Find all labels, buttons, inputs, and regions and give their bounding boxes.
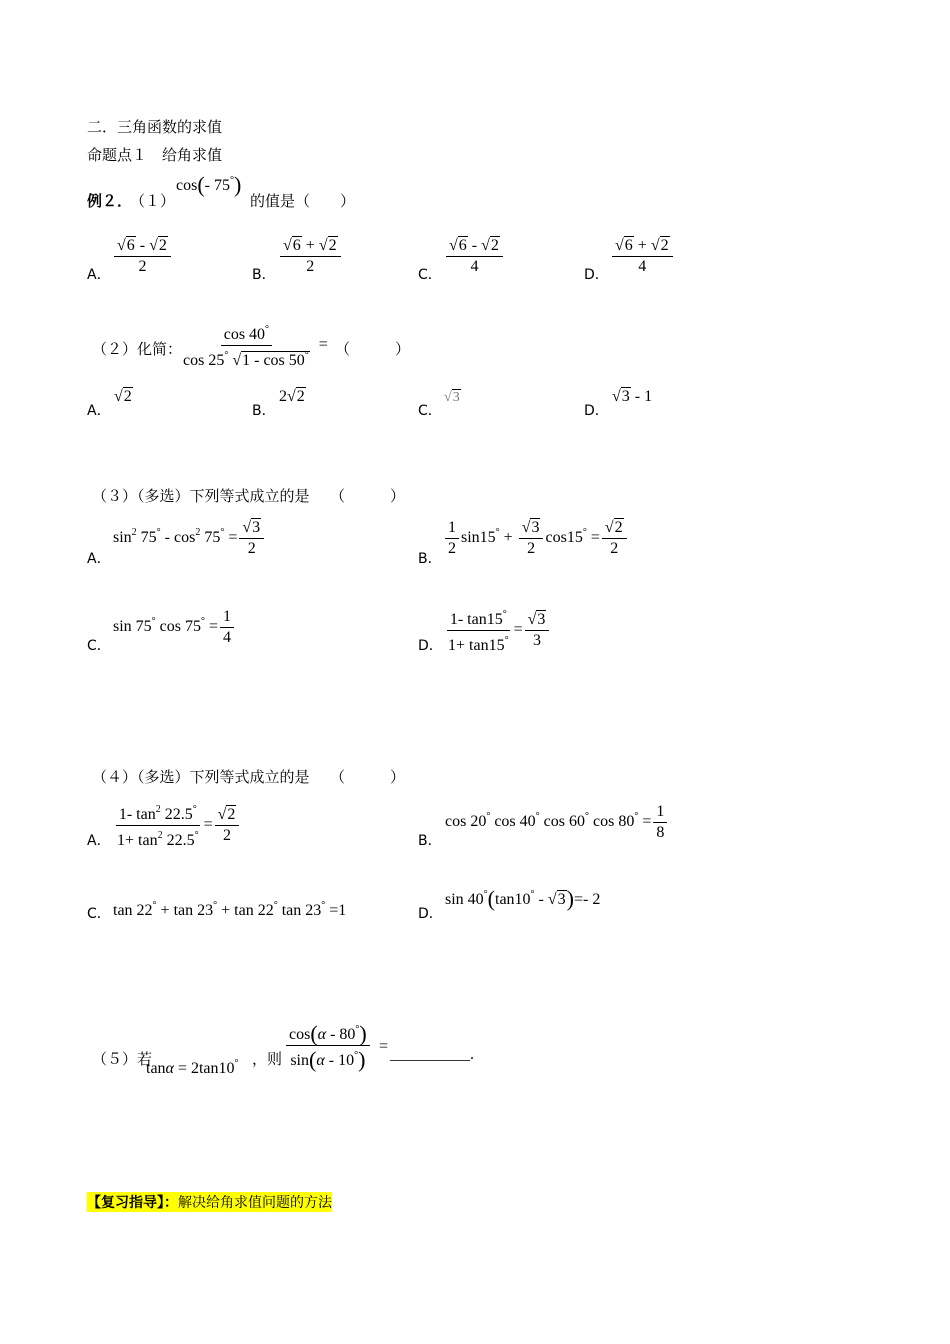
q2-expression: $\frac{\cos 40^\circ}{\cos 25^\circ √1 - \cos 50^\circ}$ = [178,320,328,371]
q2-option-b-label[interactable]: B． [252,403,276,419]
q3-option-a-label[interactable]: A． [87,551,111,567]
q1-option-d-label[interactable]: D． [584,267,609,283]
q4-option-a-label[interactable]: A． [87,833,111,849]
q2-option-c-label[interactable]: C． [418,403,442,419]
q4-option-c-value: tan 22° + tan 23° + tan 22° tan 23° =1 [113,900,347,919]
q4-option-d-value: sin 40°(tan10° - √3)=- 2 [445,886,601,911]
q5-expression: $\frac{\cos(\alpha - 80^\circ)}{\sin(\alpha - 10^\circ)}$ [284,1020,372,1071]
q2-option-a-label[interactable]: A． [87,403,111,419]
q1-number: （１） [130,192,176,210]
section-title: 二．三角函数的求值 [87,118,223,136]
q3-option-a-value: $\sin^2 75^\circ - \cos^2 75^\circ$ = $\frac{√3}{2}$ [113,518,266,559]
review-guidance [87,1192,332,1212]
q3-option-c-label[interactable]: C． [87,638,111,654]
q5-condition: tanα = 2tan10° [146,1058,239,1077]
q4-option-a-value: $\frac{1- \tan^2 22.5^\circ}{1+ \tan^2 22.5^\circ}$ = $\frac{√2}{2}$ [112,800,241,851]
q1-expression: cos(- 75°) [176,172,242,197]
q4-option-b-label[interactable]: B． [418,833,442,849]
q5-answer-blank[interactable]: __________. [390,1046,474,1063]
q1-option-c-label[interactable]: C． [418,267,442,283]
q1-tail: 的值是（ ） [250,192,356,210]
q3-option-b-value: $\frac{1}{2}$ sin15° + $\frac{√3}{2}$ cos15° = $\frac{√2}{2}$ [443,518,629,559]
review-guidance-label: 【复习指导】： [87,1195,178,1211]
q4-option-d-label[interactable]: D． [418,906,443,922]
topic-heading: 命题点１ 给角求值 [87,146,223,164]
q1-option-a-value: $\frac{√6 - √2}{2}$ [112,236,173,277]
q4-option-c-label[interactable]: C． [87,906,111,922]
q4-option-b-value: cos 20° cos 40° cos 60° cos 80° = $\frac{1}{8}$ [445,802,669,843]
q3-answer-blank: （ ） [330,487,406,505]
q2-option-c-value: √3 [444,390,460,405]
q3-option-d-label[interactable]: D． [418,638,443,654]
review-guidance-text: 解决给角求值问题的方法 [178,1195,332,1211]
q3-option-c-value: sin 75° cos 75° = $\frac{1}{4}$ [113,607,236,648]
q2-option-d-value: √3 - 1 [612,388,653,405]
q5-equals: = [379,1038,389,1055]
q1-option-d-value: $\frac{√6 + √2}{4}$ [610,236,675,277]
q5-number: （５）若 [92,1050,153,1068]
q2-answer-blank: （ ） [335,340,411,358]
q2-option-a-value: √2 [114,388,132,405]
example-label: 例２． [87,192,133,210]
q1-option-c-value: $\frac{√6 - √2}{4}$ [444,236,505,277]
q4-number: （４）（多选）下列等式成立的是 [92,768,310,786]
q3-option-d-value: $\frac{1- \tan 15^\circ}{1+ \tan 15^\circ}$ = $\frac{√3}{3}$ [443,605,551,656]
q4-answer-blank: （ ） [330,768,406,786]
q2-number: （２）化简： [92,340,183,358]
q3-number: （３）（多选）下列等式成立的是 [92,487,310,505]
q2-option-d-label[interactable]: D． [584,403,609,419]
q2-option-b-value: 2√2 [279,388,305,405]
q1-option-b-value: $\frac{√6 + √2}{2}$ [278,236,343,277]
q1-option-b-label[interactable]: B． [252,267,276,283]
q3-option-b-label[interactable]: B． [418,551,442,567]
q1-option-a-label[interactable]: A． [87,267,111,283]
q5-separator: ，则 [252,1050,283,1068]
